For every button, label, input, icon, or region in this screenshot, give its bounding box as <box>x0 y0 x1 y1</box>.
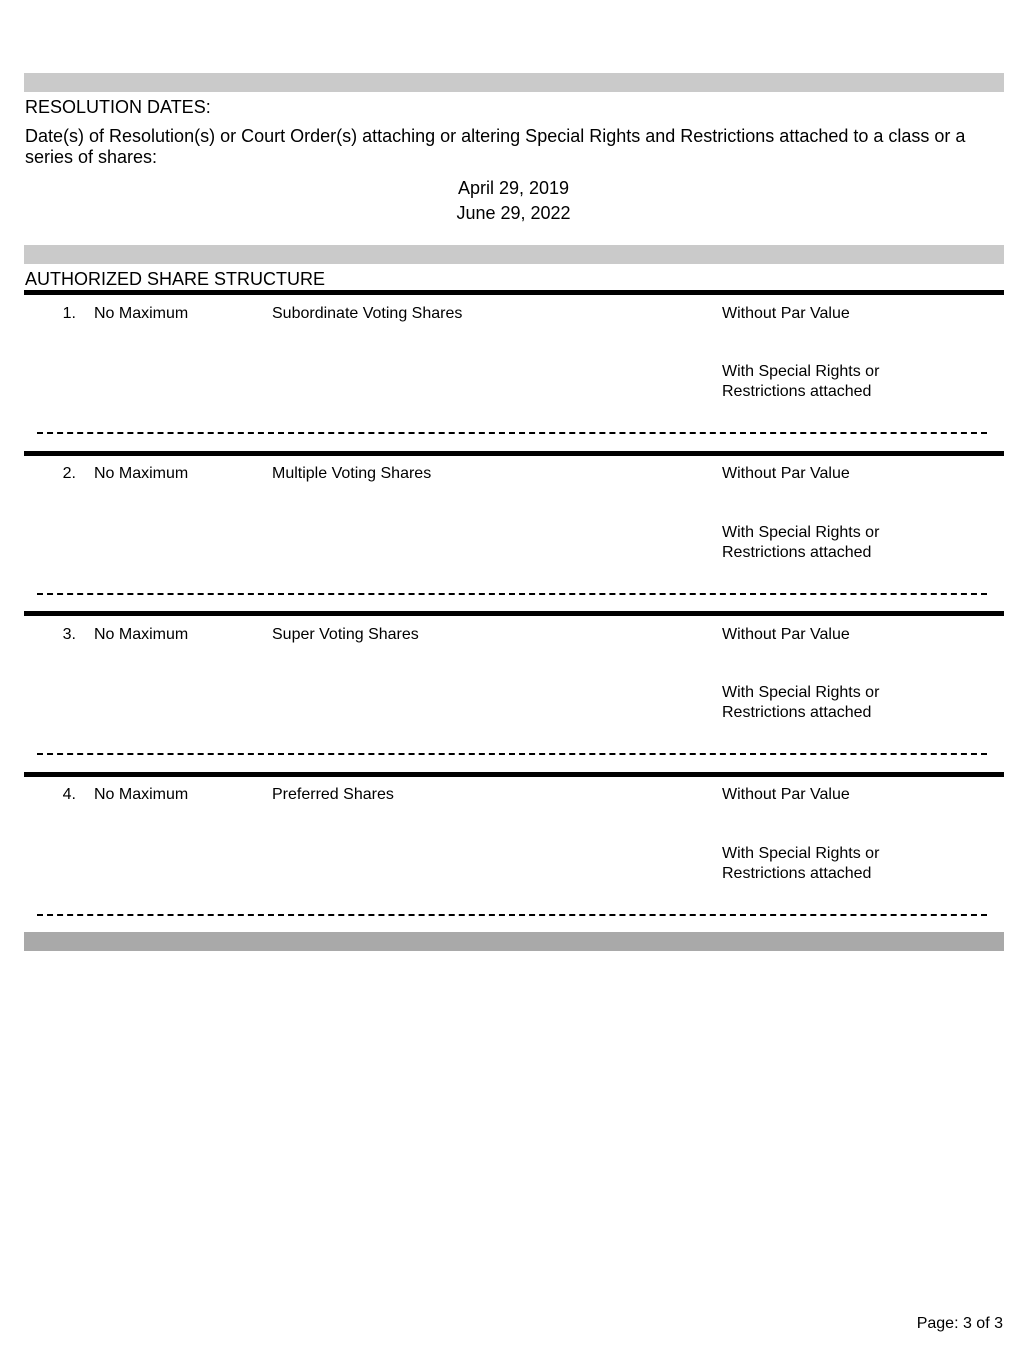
section-divider-share-structure <box>24 245 1004 264</box>
share-row-maximum: No Maximum <box>94 465 189 482</box>
resolution-date: June 29, 2022 <box>456 203 571 223</box>
share-row-class-name: Subordinate Voting Shares <box>272 305 463 322</box>
share-row-number: 1. <box>62 305 76 322</box>
row-dashed-separator <box>37 593 987 595</box>
share-row-special-rights: With Special Rights or Restrictions attached <box>722 363 880 400</box>
share-structure-heading: AUTHORIZED SHARE STRUCTURE <box>25 269 326 289</box>
share-row-class-name: Multiple Voting Shares <box>272 465 432 482</box>
row-dashed-separator <box>37 432 987 434</box>
share-row-special-rights: With Special Rights or Restrictions attached <box>722 845 880 882</box>
resolution-dates-heading: RESOLUTION DATES: <box>25 97 211 117</box>
row-top-rule <box>24 290 1004 295</box>
row-top-rule <box>24 451 1004 456</box>
row-dashed-separator <box>37 914 987 916</box>
share-row-class-name: Super Voting Shares <box>272 626 419 643</box>
section-divider-top <box>24 73 1004 92</box>
share-row-special-rights: With Special Rights or Restrictions attached <box>722 684 880 721</box>
share-row-par-value: Without Par Value <box>722 626 850 643</box>
share-row-par-value: Without Par Value <box>722 465 850 482</box>
share-row-maximum: No Maximum <box>94 626 189 643</box>
share-row-maximum: No Maximum <box>94 305 189 322</box>
share-row-number: 3. <box>62 626 76 643</box>
share-row-par-value: Without Par Value <box>722 305 850 322</box>
resolution-dates-description: Date(s) of Resolution(s) or Court Order(s) attaching or altering Special Rights and Restrictions attached to a class or a series of shares: <box>25 126 966 167</box>
share-row-number: 4. <box>62 786 76 803</box>
page-number: Page: 3 of 3 <box>916 1315 1003 1332</box>
share-row-maximum: No Maximum <box>94 786 189 803</box>
share-row-number: 2. <box>62 465 76 482</box>
share-row-special-rights: With Special Rights or Restrictions attached <box>722 524 880 561</box>
row-top-rule <box>24 611 1004 616</box>
resolution-date: April 29, 2019 <box>457 178 570 198</box>
share-row-par-value: Without Par Value <box>722 786 850 803</box>
share-row-class-name: Preferred Shares <box>272 786 394 803</box>
section-divider-bottom <box>24 932 1004 951</box>
row-dashed-separator <box>37 753 987 755</box>
resolution-dates-list <box>0 176 1027 226</box>
row-top-rule <box>24 772 1004 777</box>
